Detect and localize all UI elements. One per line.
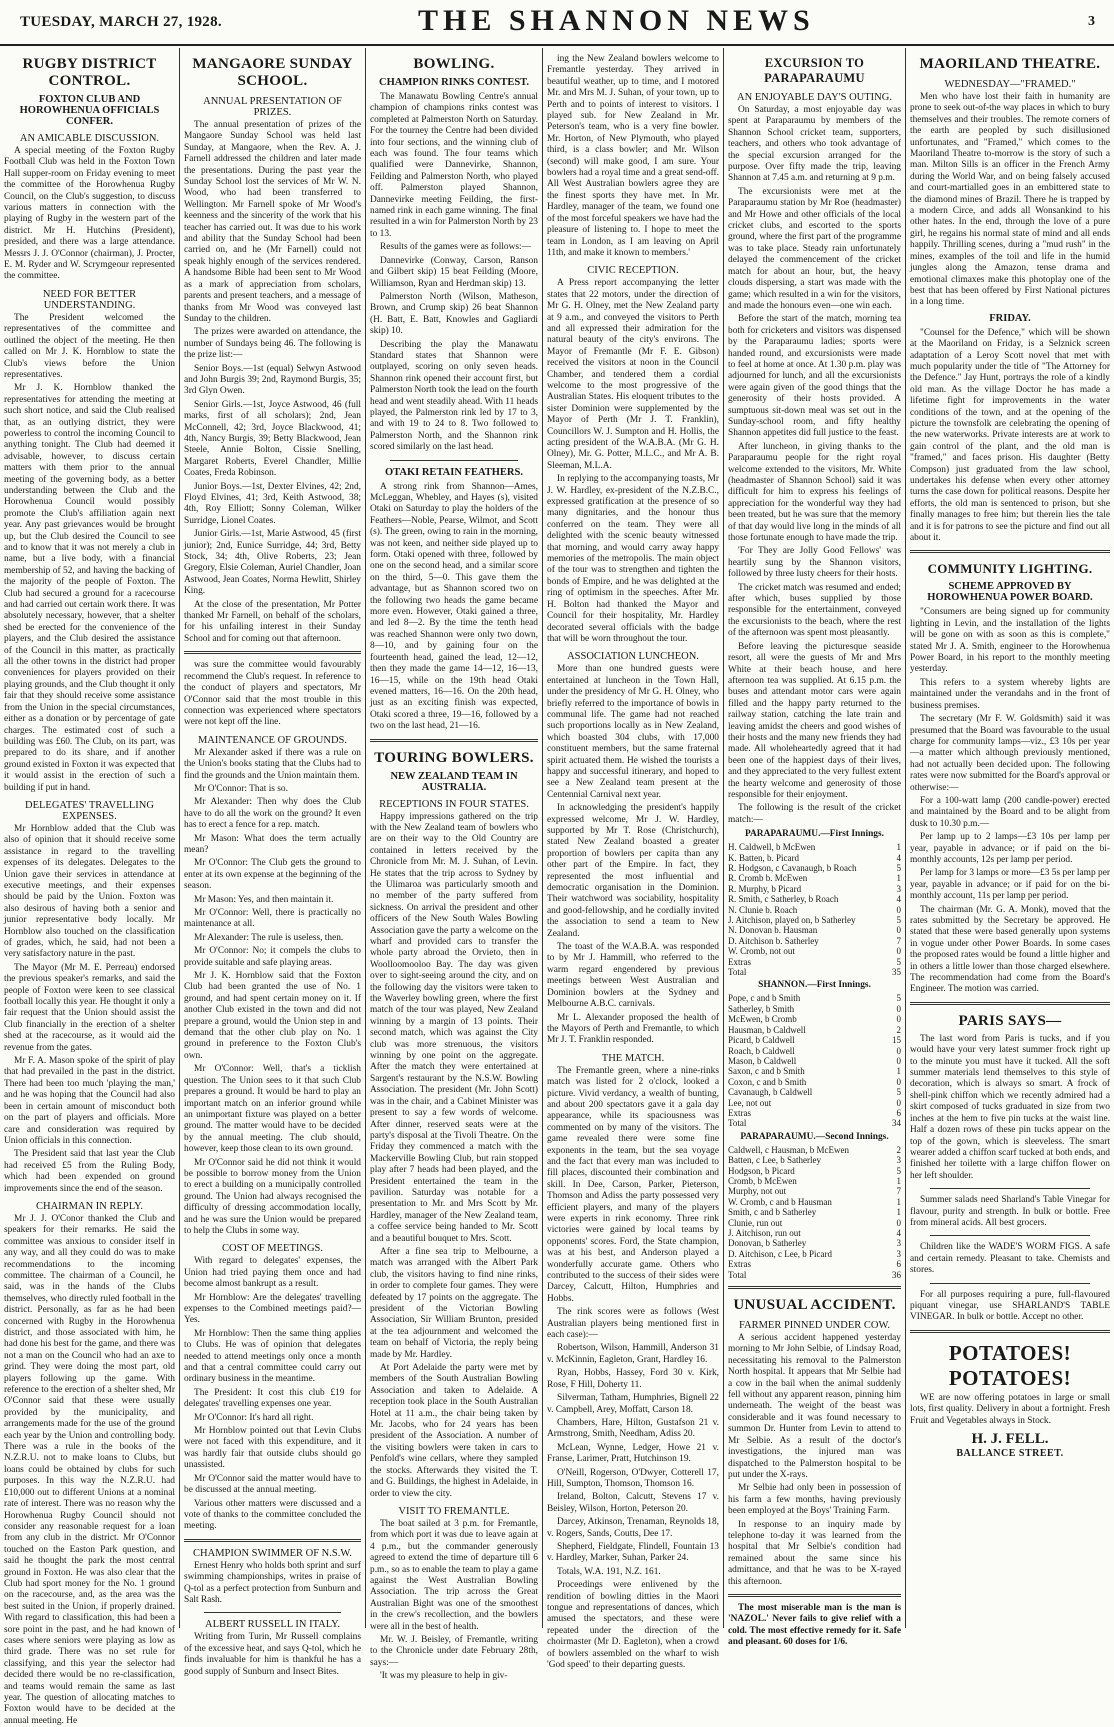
paragraph: Mr Alexander asked if there was a rule on the Union's books stating that the Clubs had to find the grounds and the Union maintain them.: [184, 747, 361, 781]
scorecard-row: [728, 1056, 901, 1066]
section-heading: FARMER PINNED UNDER COW.: [738, 1320, 891, 1332]
masthead: [0, 0, 1114, 46]
column-5: [724, 48, 905, 1648]
section-heading: CHAMPION SWIMMER OF N.S.W.: [193, 1547, 352, 1559]
runs-value: 3: [896, 1238, 901, 1249]
scorecard-row: [728, 1259, 901, 1269]
paragraph: The prizes were awarded on attendance, the number of Sundays being 46. The following is the prize list:—: [184, 327, 361, 361]
article-heading: COMMUNITY LIGHTING.: [927, 561, 1093, 577]
batsman-entry: K. Batten, b. Picard: [728, 852, 799, 863]
runs-value: 4: [896, 852, 901, 863]
paragraph: Before leaving the picturesque seaside resort, all were the guests of Mr and Mrs White at their beach house, and here afternoon tea was supplied. At 6.15 p.m. the buses and attendant motor cars were again filled and the happy party returned to the railway station, catching the late train and leaving amidst the cheers and good wishes of their hosts and the many new friends they had made. All wholeheartedly agreed that it had been one of the happiest days of their lives, and they appreciated to the very fullest extent the hearty welcome and generosity of those responsible for their enjoyment.: [728, 641, 901, 800]
batsman-entry: Pope, c and b Smith: [728, 993, 801, 1004]
paragraph: The toast of the W.A.B.A. was responded to by Mr J. Hammill, who referred to the warm regard engendered by previous meetings between West Australian and Dominion bowlers at the Sydney and Melbourne A.B.C. carnivals.: [547, 942, 719, 1010]
scorecard-row: [728, 842, 901, 852]
paragraph: Proceedings were enlivened by the rendition of bowling ditties in the Maori tongue and representations of dances, which amused the spectators, and these were repeated under the direction of the choirmaster (Mr D. Eagleton), when a crowd of bowlers assembled on the wharf to wish 'God speed' to their departing guests.: [547, 1580, 719, 1671]
paragraph: A serious accident happened yesterday morning to Mr John Selbie, of Lindsay Road, necessitating his removal to the Palmerston North hospital. It appears that Mr Selbie had a cow in the bail when the animal suddenly fell without any apparent reason, pinning him underneath. The weight of the beast was considerable and it was found necessary to summon Dr. Hunter from Levin to attend to Mr Selbie. As a result of the doctor's investigations, the injured man was dispatched to the Palmerston hospital to be put under the X-rays.: [728, 1333, 901, 1480]
scorecard-row: [728, 1145, 901, 1155]
paragraph: The cricket match was resumed and ended; after which, buses supplied by those responsible for the entertainment, conveyed the excursionists to the beach, where the rest of the afternoon was spent most pleasantly.: [728, 582, 901, 639]
paragraph: ing the New Zealand bowlers welcome to Fremantle yesterday. They arrived in beautiful weather, up to time, and I motored Mr. and Mrs M. J. Suhan, of your town, up to Perth and to points of interest to visitors. I played sub. for New Zealand in Mr. Peterson's team, who is a very fine bowler. Mr. Horton, of New Plymouth, who played third, is a class bowler; and Mr. Wilson (second) will make good, I am sure. Your bowlers had a royal time and a great send-off. All West Australian bowlers agree they are the finest sports they have met. In Mr. Hardley, manager of the team, we found one of the most forceful speakers we have had the pleasure of listening to. I hope to meet the team in London, as I am leaving on April 11th, and make it known to members.': [547, 54, 719, 258]
runs-value: 0: [896, 925, 901, 936]
batsman-entry: Saxon, c and b Smith: [728, 1066, 805, 1077]
paragraph: The chairman (Mr. G. A. Monk), moved that the rates submitted by the Secretary be approved. He stated that these were based generally upon systems in vogue under other Power Boards. In some cases the proposed rates would be found a little higher and in others a little lower than those charged elsewhere. The recommendation had come from the Board's Engineer. The motion was carried.: [910, 904, 1110, 995]
scorecard-row: [728, 1118, 901, 1128]
article-heading: PARIS SAYS—: [958, 1012, 1062, 1029]
runs-value: 0: [896, 1055, 901, 1066]
paragraph: In acknowledging the president's happily expressed welcome, Mr J. W. Hardley, supported by Mr T. Rose (Christchurch), stated New Zealand boasted a greater proportion of bowlers per capita than any other part of the Empire. In fact, they represented the most influential and democratic organisation in the Dominion. Their watchword was sociability, hospitality and good-fellowship, and he cordially invited the association to send a team to New Zealand.: [547, 803, 719, 939]
runs-value: 5: [896, 1087, 901, 1098]
scorecard-row: [728, 1004, 901, 1014]
scorecard-row: [728, 925, 901, 935]
section-heading: ALBERT RUSSELL IN ITALY.: [205, 1619, 340, 1631]
paragraph: Mr Selbie had only been in possession of his farm a few months, having previously been employed at the Boys' Training Farm.: [728, 1483, 901, 1517]
paragraph: Dannevirke (Conway, Carson, Ranson and Gilbert skip) 15 beat Feilding (Moore, Williamson, Ryan and Herdman skip) 13.: [370, 255, 538, 289]
batsman-entry: Smith, c and b Satherley: [728, 1207, 817, 1218]
scorecard-row: [728, 1014, 901, 1024]
paragraph: The secretary (Mr F. W. Goldsmith) said it was presumed that the Board was favourable to the usual charge for community lamps—viz., £3 10s per year—a matter which although previously mentioned, had not actually been decided upon. The following rates were now submitted for the Board's approval or otherwise:—: [910, 714, 1110, 793]
scorecard-row: [728, 1087, 901, 1097]
paragraph: The President said that last year the Club had received £5 from the Ruling Body, which had been expended on ground improvements since the end of the season.: [4, 1149, 175, 1194]
scorecard-row: [728, 905, 901, 915]
section-heading: THE MATCH.: [601, 1052, 665, 1064]
batsman-entry: R. Cromb b. McEwen: [728, 873, 808, 884]
paragraph: Senior Girls.—1st, Joyce Astwood, 46 (full marks, first of all scholars); 2nd, Jean McConnell, 42; 3rd, Joyce Blackwood, 41; 4th, Nancy Burgis, 39; Betty Blackwood, Jean Steele, Annie Bolton, Cissie Snelling, Margaret Roberts, Everel Chandler, Millie Coates, Freda Robinson.: [184, 399, 361, 479]
paragraph: A strong rink from Shannon—Ames, McLeggan, Whebley, and Hayes (s), visited Otaki on Saturday to play the holders of the Feathers—Noble, Pearse, Wilmot, and Scott (s). The green, owing to rain in the morning, was not keen, and neither side played up to form. Otaki opened with three, followed by one on the second head, and a similar score on the third, 5—0. This gave them the advantage, but as Shannon scored two on the following two heads the game became more even. However, Otaki gained a three, and led 8—2. By the time the tenth head was reached Shannon were only two down, 8—10, and by gaining four on the fourteenth head, gained the lead, 12—12, then they made the game 14—12, 16—13, 16—15, while on the 19th head Otaki evened matters, 16—16. On the 20th head, just as an exciting finish was expected, Otaki scored a three, 19—16, followed by a two on the last head, 21—16.: [370, 481, 538, 732]
paragraph: "Consumers are being signed up for community lighting in Levin, and the installation of the lights will be gone on with as soon as this is complete," stated Mr J. A. Smith, engineer to the Horowhenua Power Board, in his report to the monthly meeting yesterday.: [910, 607, 1110, 675]
paragraph: The rink scores were as follows (West Australian players being mentioned first in each case):—: [547, 1307, 719, 1341]
runs-value: 7: [896, 1186, 901, 1197]
batsman-entry: W. Cromb, c and b Hausman: [728, 1196, 832, 1207]
paragraph: Mr O'Connor: It's hard all right.: [194, 1412, 314, 1423]
article-subheading: SCHEME APPROVED BY HOROWHENUA POWER BOARD.: [927, 581, 1093, 604]
paragraph: Men who have lost their faith in humanity are prone to seek out-of-the way places in which to bury themselves and their troubles. The remote corners of the earth are peopled by such disillusioned unfortunates, and "Framed," which comes to the Maoriland Theatre to-morrow is the story of such a man. Milton Sills is an officer in the French Army during the World War, and on being falsely accused and court-martialled goes in an embittered state to the diamond mines of Brazil. There he is trapped by a modern Circe, and adds all Wonsankind to his other hates. In the end, through the love of a pure girl, he regains his normal state of mind and all ends happily. Thrilling scenes, during a "mud rush" in the mines, examples of the toil and life in the humid jungles along the Amazon, tense drama and emotional climaxes make this photoplay one of the best that has been offered by First National pictures in a long time.: [910, 92, 1110, 308]
paragraph: The Mayor (Mr M. E. Perreau) endorsed the previous speaker's remarks, and said the people of Foxton were keen to see classical football locally this year. He thought it only a fair request that the Union should assist the Club financially in the erection of a shelter shed at the racecourse, as it would aid the revenue from the gates.: [4, 962, 175, 1053]
advertiser-name: H. J. FELL.: [971, 1431, 1049, 1447]
batsman-entry: Caldwell, c Hausman, b McEwen: [728, 1144, 849, 1155]
scorecard-row: [728, 1046, 901, 1056]
runs-value: 5: [896, 993, 901, 1004]
runs-value: 0: [896, 1097, 901, 1108]
advert-vinegar: For all purposes requiring a pure, full-flavoured piquant vinegar, use SHARLAND'S TABLE VINEGAR. In bulk or bottle. Accept no other.: [910, 1289, 1110, 1323]
advert-sharland: Summer salads need Sharland's Table Vinegar for flavour, purity and strength. In bulk or bottle. Free from mineral acids. All best grocers.: [910, 1195, 1110, 1228]
advert-nazol: The most miserable man is the man is 'NAZOL.' Never fails to give relief with a cold. The most effective remedy for it. Safe and pleasant. 60 doses for 1/6.: [728, 1602, 901, 1648]
rink-score: Silverman, Tatham, Humphries, Bignell 22 v. Campbell, Arey, Moffatt, Carson 18.: [547, 1393, 719, 1415]
article-heading: BOWLING.: [413, 56, 495, 72]
scorecard-paraparaumu-first: [728, 842, 901, 977]
article-heading: MANGAORE SUNDAY SCHOOL.: [192, 56, 353, 89]
batsman-entry: Murphy, not out: [728, 1186, 787, 1197]
section-heading: AN ENJOYABLE DAY'S OUTING.: [737, 92, 892, 103]
paragraph: Mr L. Alexander proposed the health of the Mayors of Perth and Fremantle, to which Mr J. T. Franklin responded.: [547, 1012, 719, 1046]
batsman-entry: Lee, not out: [728, 1097, 772, 1108]
paragraph: 'For They are Jolly Good Fellows' was heartily sung by the Shannon visitors, followed by three lusty cheers for their hosts.: [728, 546, 901, 580]
batsman-entry: R. Hodgson, c Cavanaugh, b Roach: [728, 863, 857, 873]
runs-value: 5: [896, 863, 901, 873]
paragraph: At Port Adelaide the party were met by members of the South Australian Bowling Association and taken to Adelaide. A reception took place in the South Australian Hotel at 11 a.m., the chair being taken by Mr. Jacobs, who for 24 years has been president of the Association. A number of the visiting bowlers were taken in cars to Penfold's wine cellars, where they sampled the stocks. Afterwards they visited the T. and G. Buildings, the highest in Adelaide, in order to view the city.: [370, 1363, 538, 1499]
section-heading: CHAIRMAN IN REPLY.: [36, 1200, 143, 1212]
rink-score: McLean, Wynne, Ledger, Howe 21 v. Franse, Larimer, Pratt, Hutchinson 19.: [547, 1442, 719, 1465]
scorecard-row: [728, 1098, 901, 1108]
newspaper-title: THE SHANNON NEWS: [418, 4, 815, 37]
runs-value: 5: [896, 1165, 901, 1176]
batsman-entry: Clunie, run out: [728, 1217, 783, 1228]
section-heading: AN AMICABLE DISCUSSION.: [19, 133, 160, 144]
runs-value: 7: [896, 935, 901, 946]
runs-value: 1: [896, 1175, 901, 1186]
batsman-entry: R. Murphy, b Picard: [728, 883, 802, 894]
paragraph: The last word from Paris is tucks, and if you would have your very latest summer frock right up to the minute you must have it tucked. All the soft summer materials lend themselves to this style of decoration, which is always so smart. A frock of shell-pink chiffon which we recently admired had a skirt composed of tucks graduated in size from two inches at the hem to five pin tucks at the waist line. Half a dozen rows of these pin tucks appear on the top of the gown, which is sleeveless. The smart wearer added a chiffon scarf tucked at both ends, and finished her toilette with a large chiffon flower on her left shoulder.: [910, 1033, 1110, 1181]
paragraph: Junior Girls.—1st, Marie Astwood, 45 (first junior); 2nd, Eunice Surridge, 44; 3rd, Betty Stock, 34; 4th, Olive Roberts, 23; Jean Gregory, Elsie Coleman, Auriel Chandler, Joan Astwood, Jean Coates, Norma Hewlitt, Shirley King.: [184, 529, 361, 597]
divider: [910, 550, 1110, 553]
scorecard-title: SHANNON.—First Innings.: [758, 980, 871, 991]
paragraph: Mr Mason: What does the term actually mean?: [184, 833, 361, 855]
rink-score: Chambers, Hare, Hilton, Gustafson 21 v. Armstrong, Smith, Needham, Adiss 20.: [547, 1417, 719, 1440]
scorecard-row: [728, 967, 901, 977]
paragraph: For a 100-watt lamp (200 candle-power) erected and maintained by the Board and to be alight from dusk to 10.30 p.m.—: [910, 795, 1110, 829]
batsman-entry: Total: [728, 967, 747, 978]
advertiser-address: BALLANCE STREET.: [956, 1448, 1064, 1459]
column-3: [366, 48, 542, 1682]
paragraph: More than one hundred guests were entertained at luncheon in the Town Hall, under the presidency of Mr G. H. Olney, who briefly referred to the importance of bowls in communal life. The game had not reached such proportions locally as in New Zealand, which boasted 304 clubs, with 17,000 constituent members, but the same fraternal spirit actuated them. He wished the tourists a happy and successful itinerary, and hoped to see a New Zealand team present at the Centennial Carnival next year.: [547, 664, 719, 800]
section-heading: NEED FOR BETTER UNDERSTANDING.: [42, 288, 137, 311]
paragraph: Mr Hornblow pointed out that Levin Clubs were not faced with this expenditure, and it was hardly fair that outside clubs should go unassisted.: [184, 1426, 361, 1471]
paragraph: The Fremantle green, where a nine-rinks match was listed for 2 o'clock, looked a picture. Vivid verdancy, a wealth of bunting, and about 200 spectators gave it a gala day appearance, while its spaciousness was commented on by many of the visitors. The game revealed there were some fine exponents in the team, but the sea voyage and the fact that every man was included to fill places, discounted their combination and skill. In Dee, Carson, Parker, Pieterson, Thomson and Adiss the party possessed very efficient players, and many of the players were experts in rink economy. Three rink victories were gained by local teams by opponents' scores. Ford, the State champion, was at his best, and Anderson played a wonderfully accurate game. Others who contributed to the success of their sides were Darcey, Calcutt, Hilton, Humphries and Hobbs.: [547, 1065, 719, 1304]
paragraph: This refers to a system whereby lights are maintained under the verandahs and in the front of business premises.: [910, 677, 1110, 711]
article-heading: TOURING BOWLERS.: [374, 749, 534, 766]
section-heading: ASSOCIATION LUNCHEON.: [567, 651, 699, 663]
batsman-entry: Total: [728, 1269, 747, 1280]
runs-value: 2: [896, 1024, 901, 1035]
paragraph: The boat sailed at 3 p.m. for Fremantle, from which port it was due to leave again at 4 p.m., but the commander generously agreed to extend the time of departure till 6 p.m., so as to enable the team to play a game against the West Australian Bowling Association. The trip across the Great Australian Bight was one of the smoothest in the crew's recollection, and the bowlers were all in the best of health.: [370, 1518, 538, 1632]
column-4: [543, 48, 723, 1671]
runs-value: 15: [892, 1035, 901, 1046]
divider: [930, 1283, 1090, 1284]
runs-value: 4: [896, 894, 901, 905]
paragraph: Mr Alexander: Then why does the Club have to do all the work on the ground? It even has to erect a fence for a rep. match.: [184, 797, 361, 831]
scorecard-row: [728, 853, 901, 863]
batsman-entry: Cavanaugh, b Caldwell: [728, 1087, 813, 1098]
paragraph: "Counsel for the Defence," which will be shown at the Maoriland on Friday, is a Selznick screen adaptation of a Leroy Scott novel that met with much popularity under the title of "The Attorney for the Defence." Jay Hunt, portrays the role of a kindly old man. As the village Doctor he has made a lifetime fight for improvements in the water conditions of the town, and at the opening of the picture the townsfolk are celebrating the opening of the new waterworks. Private interests are at work to gain control of the plant, and the old man is "framed," and faces prison. His daughter (Betty Compson) just graduated from the law school, undertakes his defense when every other attorney turns the case down for political reasons. Despite her efforts, the old man is sentenced to prison, but she finally manages to free him; but therein lies the tale and it is for patrons to see the picture and find out all about it.: [910, 327, 1110, 544]
paragraph: Before the start of the match, morning tea both for cricketers and visitors was dispensed by the Paraparaumu ladies; sports were handed round, and excursionists were made to feel at home at once. At 1.30 p.m. play was adjourned for lunch, and all the excursionists were again given of the good things that the generosity of their hosts provided. A sumptuous sit-down meal was set out in the Sunday-school room, and fifty healthy Shannon appetites did full justice to the feast.: [728, 314, 901, 439]
runs-value: 1: [896, 1207, 901, 1218]
runs-value: 1: [896, 1196, 901, 1207]
article-heading: OTAKI RETAIN FEATHERS.: [385, 466, 523, 478]
rink-score: O'Neill, Rogerson, O'Dwyer, Cotterell 17, Hill, Sumpton, Thomson, Thomson 16.: [547, 1467, 719, 1489]
runs-value: 4: [896, 1228, 901, 1238]
rink-score: Robertson, Wilson, Hammill, Anderson 31 v. McKinnin, Eagleton, Grant, Hardley 16.: [547, 1343, 719, 1365]
divider: [728, 1594, 901, 1597]
section-heading: ANNUAL PRESENTATION OF PRIZES.: [203, 96, 342, 118]
advert-paragraph: Ernest Henry who holds both sprint and surf swimming championships, writes in praise of Q-tol as a perfect protection from Sunburn and Salt Rash.: [184, 1560, 361, 1605]
paragraph: Mr. W. J. Beisley, of Fremantle, writing to the Chronicle under date February 28th, says:—: [370, 1634, 538, 1668]
page-number: 3: [1088, 14, 1095, 29]
runs-value: 0: [896, 1045, 901, 1056]
batsman-entry: N. Donovan b. Hausman: [728, 925, 818, 936]
paragraph: Mr Alexander: The rule is useless, then.: [194, 932, 344, 943]
batsman-entry: J. Aitchison, played on, b Satherley: [728, 915, 856, 926]
advert-wades: Children like the WADE'S WORM FIGS. A safe and certain remedy. Pleasant to take. Chemists and stores.: [910, 1242, 1110, 1276]
batsman-entry: Roach, b Caldwell: [728, 1045, 795, 1056]
paragraph: Mr Hornblow added that the Club was also of opinion that it should receive some assistance in regard to the travelling expenses of its delegates. Delegates to the Union gave their services in attendance at executive meetings, and their expenses should be paid by the Union. Foxton was also desirous of having both a senior and junior representative body locally. Mr Hornblow also touched on the classification of grades, which, he said, had not been a very satisfactory nature in the past.: [4, 823, 175, 960]
paragraph: Mr Mason: Yes, and then maintain it.: [194, 894, 334, 905]
paragraph: WE are now offering potatoes in large or small lots, first quality. Delivery in about a fortnight. Fresh Fruit and Vegetables always in Stock.: [910, 1392, 1110, 1426]
scorecard-title: PARAPARAUMU.—First Innings.: [745, 829, 884, 840]
scorecard-row: [728, 915, 901, 925]
paragraph: Mr O'Connor said he did not think it would be possible to borrow money from the Union to erect a building on a municipally controlled ground. The Union had always recognised the difficulty of dressing accommodation locally, and he was sure the Union would be prepared to help the Clubs in some way.: [184, 1157, 361, 1236]
paragraph: A Press report accompanying the letter states that 22 motors, under the direction of Mr G. H. Olney, met the New Zealand party at 9 a.m., and conveyed the visitors to Perth and all expressed their admiration for the natural beauty of the city's environs. The Mayor of Fremantle (Mr F. E. Gibson) received the visitors at noon in the Council Chamber, and tendered them a cordial welcome to the most progressive of the Australian States. His eloquent tributes to the sister Dominion were supplemented by the Mayor of Perth (Mr J. T. Franklin), Councillors W. J. Sumpton and H. Hollis, the acting president of the W.A.B.A. (Mr G. H. Olney), Mr. G. Potter, M.L.C., and Mr A. B. Sleeman, M.L.A.: [547, 278, 719, 471]
divider: [930, 1235, 1090, 1236]
paragraph: Various other matters were discussed and a vote of thanks to the committee concluded the meeting.: [184, 1498, 361, 1532]
paragraph: Mr O'Connor said the matter would have to be discussed at the annual meeting.: [184, 1473, 361, 1496]
batsman-entry: D. Aitchison, c Lee, b Picard: [728, 1248, 832, 1259]
divider: [910, 1330, 1110, 1333]
runs-value: 0: [896, 1217, 901, 1228]
runs-value: 0: [896, 904, 901, 915]
scorecard-row: [728, 1176, 901, 1186]
scorecard-row: [728, 1249, 901, 1259]
paragraph: In replying to the accompanying toasts, Mr J. W. Hardley, ex-president of the N.Z.B.C., expressed gratification at the presence of so many dignitaries, and the honour thus conferred on the team. They were all delighted with the scenic beauty witnessed that morning, and would carry away happy memories of the metropolis. The main object of the tour was to strengthen and tighten the bonds of Empire, and he was delighted at the ring of optimism in the speeches. After Mr. H. Bolton had thanked the Mayor and Council for their hospitality, Mr. Hardley decorated several officials with the badge that will be worn throughout the tour.: [547, 474, 719, 644]
batsman-entry: Extras: [728, 956, 751, 967]
divider: [184, 1539, 361, 1542]
section-heading: FRIDAY.: [989, 312, 1031, 324]
batsman-entry: R. Smith, c Satherley, b Roach: [728, 894, 839, 905]
scorecard-row: [728, 1218, 901, 1228]
batsman-entry: D. Aitchison b. Satherley: [728, 935, 819, 946]
section-heading: RECEPTIONS IN FOUR STATES.: [379, 798, 529, 810]
paragraph: Results of the games were as follows:—: [380, 242, 532, 253]
batsman-entry: W. Cromb, not out: [728, 946, 795, 957]
column-1: [0, 48, 179, 1726]
scorecard-row: [728, 1108, 901, 1118]
scorecard-title: PARAPARAUMU.—Second Innings.: [740, 1131, 889, 1142]
paragraph: The following is the result of the cricket match:—: [728, 803, 901, 825]
scorecard-row: [728, 946, 901, 956]
batsman-entry: Mason, b Caldwell: [728, 1055, 797, 1066]
section-heading: CIVIC RECEPTION.: [587, 265, 679, 277]
paragraph: In response to an inquiry made by telephone to-day it was learned from the hospital that Mr Selbie's condition had remained about the same since his admittance, and that he was to be X-rayed this afternoon.: [728, 1519, 901, 1587]
runs-value: 6: [896, 1107, 901, 1118]
scorecard-row: [728, 1228, 901, 1238]
divider: [910, 1002, 1110, 1005]
batsman-entry: Satherley, b Smith: [728, 1003, 795, 1014]
paragraph: Per lamp for 3 lamps or more—£3 5s per lamp per year, payable in advance; or if paid for on the bi-monthly account, 11s per lamp per period.: [910, 868, 1110, 902]
batsman-entry: Hodgson, b Picard: [728, 1165, 795, 1176]
section-heading: COST OF MEETINGS.: [221, 1243, 324, 1255]
batsman-entry: Batten, c Lee, b Satherley: [728, 1155, 821, 1166]
runs-value: 34: [892, 1118, 901, 1129]
batsman-entry: Total: [728, 1118, 747, 1129]
scorecard-row: [728, 936, 901, 946]
potatoes-advert-heading: POTATOES! POTATOES!: [948, 1340, 1072, 1390]
scorecard-row: [728, 1197, 901, 1207]
rink-score: Darcey, Atkinson, Trenaman, Reynolds 18, v. Rogers, Sands, Coutts, Dee 17.: [547, 1517, 719, 1539]
paragraph: Mr O'Connor: Well, there is practically no maintenance at all.: [184, 908, 361, 930]
paragraph: At the close of the presentation, Mr Potter thanked Mr Farnell, on behalf of the scholars, for his unfailing interest in their Sunday School and for coming out that afternoon.: [184, 599, 361, 644]
scorecard-row: [728, 873, 901, 883]
article-subheading: CHAMPION RINKS CONTEST.: [378, 77, 530, 88]
rink-total: Totals, W.A. 191, N.Z. 161.: [557, 1566, 661, 1577]
scorecard-row: [728, 1166, 901, 1176]
paragraph: 'It was my pleasure to help in giv-: [380, 1671, 508, 1682]
paragraph: A special meeting of the Foxton Rugby Football Club was held in the Foxton Town Hall supper-room on Friday evening to meet the committee of the Horowhenua Rugby Council, on the Club's suggestion, to discuss various matters in connection with the playing of Rugby in the western part of the district. Mr H. Hutchins (President), presided, and there was a large attendance. Messrs J. J. O'Connor (chairman), J. Procter, E. M. Ryder and W. Scrymgeour represented the committee.: [4, 146, 175, 282]
section-heading: WEDNESDAY—"FRAMED.": [944, 79, 1076, 90]
scorecard-paraparaumu-second: [728, 1145, 901, 1280]
batsman-entry: Donovan, b Satherley: [728, 1238, 807, 1249]
runs-value: 6: [896, 1259, 901, 1270]
paragraph: Mr J. K. Hornblow thanked the representatives for attending the meeting at such short notice, and said the Club realised that, as an outlying district, they were powerless to control the incoming Council to anything tonight. The Club had deemed it advisable, however, to discuss certain matters with them prior to the annual meeting of the governing body, as a better understanding between the Club and the Horowhenua Council would possibly promote the Club's affiliation again next year. Any past grievances would be brought up, but the Club desired the Council to see and to know that it was not merely a club in name, but a live body, with a financial membership of 52, and having the backing of the majority of the people of Foxton. The Club had secured a ground for a racecourse and had carried out certain work there. It was absolutely necessary, however, that a shelter shed be erected for the convenience of the players, and the Club desired the assistance of the Council in this matter, as practically all the other towns in the district had proper conveniences for players provided on their playing grounds, and the Club thought it only fair that they should receive some assistance from the Union in the special circumstances, either as a donation or by percentage of gate charges. The estimated cost of such a building was £60. The Club, on its part, was prepared to do its share, and if another ground existed in Foxton it was expected that it would assist in the erection of such a building if put in hand.: [4, 383, 175, 793]
scorecard-row: [728, 1207, 901, 1217]
runs-value: 35: [892, 967, 901, 978]
paragraph: Mr O'Connor: That is so.: [194, 783, 288, 794]
runs-value: 0: [896, 946, 901, 957]
runs-value: 3: [896, 883, 901, 894]
batsman-entry: Extras: [728, 1259, 751, 1270]
paragraph: Happy impressions gathered on the trip with the New Zealand team of bowlers who are on their way to the Old Country are contained in letters received by the Chronicle from Mr. M. J. Suhan, of Levin. He states that the trip across to Sydney by the Ulimaroa was particularly smooth and no member of the party suffered from sickness. On arrival the president and other officers of the New South Wales Bowling Association gave the party a welcome on the wharf and provided cars to transfer the whole party abroad the Orvieto, then in Woolloomooloo Bay. The day was given over to sight-seeing around the city, and on the following day the visitors were taken to the Waverley bowling green, where the first match of the tour was played, New Zealand winning by a margin of 13 points. Their second match, which was against the City club was more strenuous, the visitors winning by one point on the aggregate. After the match they were entertained at Sargent's restaurant by the N.S.W. Bowling Association. The president (Mr. John Scott) was in the chair, and a Cabinet Minister was present to say a few words of welcome. After dinner, reserved seats were at the party's disposal at the Tivoli Theatre. On the Friday they commenced a match with the Mackerville Bowling Club, but rain stopped play after 7 heads had been played, and the President entertained the team in the pavilion. Saturday was notable for a presentation to Mr. and Mrs Scott by Mr. Hardley, manager of the New Zealand team, a coffee service being handed to Mr. Scott and a beautiful bouquet to Mrs. Scott.: [370, 811, 538, 1244]
scorecard-row: [728, 1025, 901, 1035]
paragraph: Mr Hornblow: Then the same thing applies to Clubs. He was of opinion that delegates needed to attend meetings only once a month and that a central committee could carry out ordinary business in the meantime.: [184, 1328, 361, 1385]
scorecard-row: [728, 957, 901, 967]
runs-value: 1: [896, 842, 901, 853]
scorecard-row: [728, 1035, 901, 1045]
article-subheading: NEW ZEALAND TEAM IN AUSTRALIA.: [390, 770, 518, 793]
batsman-entry: Cromb, b McEwen: [728, 1175, 797, 1186]
runs-value: 5: [896, 915, 901, 926]
scorecard-row: [728, 1238, 901, 1248]
paragraph: Describing the play the Manawatu Standard states that Shannon were outplayed, scoring on only seven heads. Shannon rink opened their account first, but Palmerston North took the lead on the fourth head and went steadily ahead. With 11 heads played, the Palmerston rink led by 17 to 3, and with 19 to 24 to 8. Two followed to Palmerston North, and the Shannon rink scored similarly on the last head.: [370, 339, 538, 453]
paragraph: The excursionists were met at the Paraparaumu station by Mr Roe (headmaster) and Mr Howe and other officials of the local cricket clubs, and escorted to the sports ground, where the first part of the programme was to take place. Steady rain unfortunately delayed the commencement of the cricket match for about an hour, but, the heavy clouds dispersing, a start was made with the game; which resulted in a win for the visitors, and made the honours even—one win each.: [728, 186, 901, 311]
divider: [728, 1286, 901, 1289]
article-subheading: FOXTON CLUB AND HOROWHENUA OFFICIALS CONFER.: [19, 94, 160, 127]
scorecard-row: [728, 1155, 901, 1165]
paragraph: The Manawatu Bowling Centre's annual champion of champions rinks contest was completed at Palmerston North on Saturday. For the tourney the Centre had been divided into four sections, and the winning club of each was found. The four teams which qualified were Dannevirke, Shannon, Feilding and Palmerston North, who played off. Palmerston played Shannon, Dannevirke meeting Feilding, the first-named rink in each game winning. The final resulted in a win for Palmerston North by 23 to 13.: [370, 92, 538, 239]
scorecard-row: [728, 884, 901, 894]
batsman-entry: Hausman, b Caldwell: [728, 1024, 806, 1035]
paragraph: Mr F. A. Mason spoke of the spirit of play that had prevailed in the past in the district. There had been too much 'playing the man,' and he was hoping that the Council had also been in certain amount of misconduct both on the part of players and officials. More care and consideration was required by Union officials in this connection.: [4, 1056, 175, 1146]
runs-value: 0: [896, 1003, 901, 1014]
scorecard-shannon-first: [728, 993, 901, 1128]
section-heading: VISIT TO FREMANTLE.: [398, 1505, 510, 1517]
divider: [370, 739, 538, 742]
scorecard-row: [728, 1077, 901, 1087]
divider: [184, 651, 361, 654]
issue-date: TUESDAY, MARCH 27, 1928.: [20, 14, 222, 30]
paragraph: The President welcomed the representatives of the committee and outlined the object of the meeting. He then called on Mr J. K. Hornblow to state the Club's views before the Union representatives.: [4, 312, 175, 380]
runs-value: 1: [896, 873, 901, 884]
section-heading: MAINTENANCE OF GROUNDS.: [197, 734, 348, 746]
runs-value: 2: [896, 1144, 901, 1155]
paragraph: The President: It cost this club £19 for delegates' travelling expenses one year.: [184, 1387, 361, 1410]
paragraph: Senior Boys.—1st (equal) Selwyn Astwood and John Burgis 39; 2nd, Raymond Burgis, 35; 3rd Glyn Owen.: [184, 363, 361, 397]
paragraph: Junior Boys.—1st, Dexter Elvines, 42; 2nd, Floyd Elvines, 41; 3rd, Keith Astwood, 38; 4th, Roy Elliott; Sonny Coleman, Wilker Surridge, Lionel Coates.: [184, 481, 361, 526]
runs-value: 1: [896, 1066, 901, 1077]
scorecard-row: [728, 863, 901, 873]
paragraph: After a fine sea trip to Melbourne, a match was arranged with the Albert Park club, the visitors having to find nine rinks, in order to complete four games. They were defeated by 17 points on the aggregate. The president of the Victorian Bowling Association, Sir William Brunton, presided at the tea adjournment and welcomed the team on behalf of Victoria, the reply being made by Mr. Hardley.: [370, 1246, 538, 1360]
batsman-entry: McEwen, b Cromb: [728, 1014, 797, 1025]
paragraph: With regard to delegates' expenses, the Union had tried paying them once and had become almost bankrupt as a result.: [184, 1256, 361, 1290]
scorecard-row: [728, 1186, 901, 1196]
column-6: [906, 48, 1114, 1628]
paragraph: Mr O'Connor: No; it compels the clubs to provide suitable and safe playing areas.: [184, 946, 361, 968]
runs-value: 3: [896, 1155, 901, 1166]
advert-paragraph: Writing from Turin, Mr Russell complains of the excessive heat, and says Q-tol, which he finds invaluable for him is thankful he has a good supply of Sunburn and Insect Bites.: [184, 1632, 361, 1677]
article-heading: MAORILAND THEATRE.: [919, 56, 1101, 72]
scorecard-row: [728, 993, 901, 1003]
runs-value: 0: [896, 1014, 901, 1025]
article-heading: EXCURSION TO PARAPARAUMU: [764, 56, 865, 85]
divider: [390, 460, 518, 461]
batsman-entry: Extras: [728, 1107, 751, 1118]
paragraph: Mr Hornblow: Are the delegates' travelling expenses to the Combined meetings paid?—Yes.: [184, 1292, 361, 1326]
runs-value: 3: [896, 1248, 901, 1259]
paragraph: Mr J. J. O'Conor thanked the Club and speakers for their remarks. He said the committee was anxious to consider itself in any way, and all they could do was to make recommendations to the incoming committee. The chairman of a Council, he said, was in the hands of the Clubs themselves, who directly ruled football in the district. Personally, as far as he had been concerned with Rugby in the Horowhenua district, and those associated with him, he had done his best for the game, and there was not a man on the Council who had an axe to grind. They were doing the most part, old players following up the game. With reference to the erection of a shelter shed, Mr O'Connor said that these were usually provided by the municipality, and arrangements made for the use of the ground each year by the Union and controlling body. There was a rule in the books of the N.Z.R.U. not to make loans to Clubs, but loans could be obtained by clubs for such purposes. In this way the N.Z.R.U. had £10,000 out to different Unions at a nominal rate of interest. There was no reason why the Horowhenua Rugby Council should not consider any reasonable request for a loan from any club in the district. Mr O'Connor touched on the Easton Park question, and said he thought the park the most central ground in Foxton. He was also clear that the Club had sport money for the No. 1 ground on the racecourse, and, as the area was the best suited in the Union, if properly drained. With regard to classification, this had been a sore point in the past, and he had known of cases where seniors were playing as low as third grade. There was no set rule for classifying, and this year the selector had decided there would be no re-classification, and teams would remain the same as last year. The question of allocating matches to Foxton would have to be decided at the annual meeting. He: [4, 1213, 175, 1726]
scorecard-row: [728, 894, 901, 904]
batsman-entry: J. Aitchison, run out: [728, 1228, 801, 1238]
paragraph: Mr O'Connor: Well, that's a ticklish question. The Union sees to it that such Club prepares a ground. It would be hard to play an important match on an inferior ground while an unimportant fixture was played on a better ground. The matter would have to be decided by the annual meeting. The club should, however, keep those clean to its own ground.: [184, 1064, 361, 1155]
runs-value: 36: [892, 1269, 901, 1280]
rink-score: Ireland, Bolton, Calcutt, Stevens 17 v. Beisley, Wilson, Horton, Peterson 20.: [547, 1492, 719, 1514]
divider: [930, 1188, 1090, 1189]
paragraph: On Saturday, a most enjoyable day was spent at Paraparaumu by members of the Shannon School cricket team, supporters, teachers, and others who took advantage of the special excursion arranged for the purpose. Over fifty made the trip, leaving Shannon at 7.45 a.m. and returning at 9 p.m.: [728, 105, 901, 184]
paragraph: Mr J. K. Hornblow said that the Foxton Club had been granted the use of No. 1 ground, and had spent certain money on it. If another Club existed in the town and did not prepare a ground, would the Union step in and demand that the other club play on No. 1 ground in preference to the Foxton Club's own.: [184, 971, 361, 1061]
rink-score: Shepherd, Fieldgate, Flindell, Fountain 13 v. Hardley, Marker, Suhan, Parker 24.: [547, 1541, 719, 1564]
paragraph: After luncheon, in giving thanks to the Paraparaumu people for the right royal welcome extended to the visitors, Mr. White (headmaster of Shannon School) said it was difficult for him to express his feelings of appreciation for the wonderful way they had been treated, but he was sure that the memory of that day would live long in the minds of all those fortunate enough to have made the trip.: [728, 441, 901, 544]
paragraph: was sure the committee would favourably recommend the Club's request. In reference to the conduct of players and spectators, Mr O'Connor said that the most trouble in this connection was experienced where spectators were not kept off the line.: [184, 660, 361, 728]
article-heading: RUGBY DISTRICT CONTROL.: [22, 56, 157, 89]
scorecard-row: [728, 1270, 901, 1280]
paragraph: Mr O'Connor: The Club gets the ground to enter at its own expense at the beginning of the season.: [184, 858, 361, 892]
scorecard-row: [728, 1066, 901, 1076]
batsman-entry: Picard, b Caldwell: [728, 1035, 795, 1046]
paragraph: Per lamp up to 2 lamps—£3 10s per lamp per year, payable in advance; or if paid on the bi-monthly accounts, 12s per lamp per period.: [910, 832, 1110, 865]
column-2: [180, 48, 365, 1677]
article-heading: UNUSUAL ACCIDENT.: [733, 1297, 896, 1314]
rink-score: Ryan, Hobbs, Hassey, Ford 30 v. Kirk, Rose, F Hill, Doherty 11.: [547, 1368, 719, 1390]
paragraph: The annual presentation of prizes of the Mangaore Sunday School was held last Sunday, at Mangaore, when the Rev. A. J. Farnell addressed the children and later made the presentations. During the past year the Sunday School lost the services of Mr W. N. Wood, who had been transferred to Wellington. Mr Farnell spoke of Mr Wood's keenness and the sincerity of the work that his teacher has carried out. It was due to his work and ability that the Sunday School had been carried on, and he (Mr Farnell) could not speak highly enough of the services rendered. A handsome Bible had been sent to Mr Wood as a mark of appreciation from scholars, parents and present teachers, and a message of thanks from Mr Wood was conveyed last Sunday to the children.: [184, 120, 361, 324]
paragraph: Palmerston North (Wilson, Matheson, Brown, and Crump skip) 26 beat Shannon (H. Batt, E. Batt, Knowles and Gagliardi skip) 10.: [370, 291, 538, 337]
runs-value: 0: [896, 1076, 901, 1087]
batsman-entry: H. Caldwell, b McEwen: [728, 842, 816, 853]
section-heading: DELEGATES' TRAVELLING EXPENSES.: [25, 799, 154, 822]
runs-value: 5: [896, 956, 901, 967]
batsman-entry: N. Clunie b. Roach: [728, 904, 798, 915]
divider: [204, 1612, 341, 1613]
batsman-entry: Coxon, c and b Smith: [728, 1076, 807, 1087]
